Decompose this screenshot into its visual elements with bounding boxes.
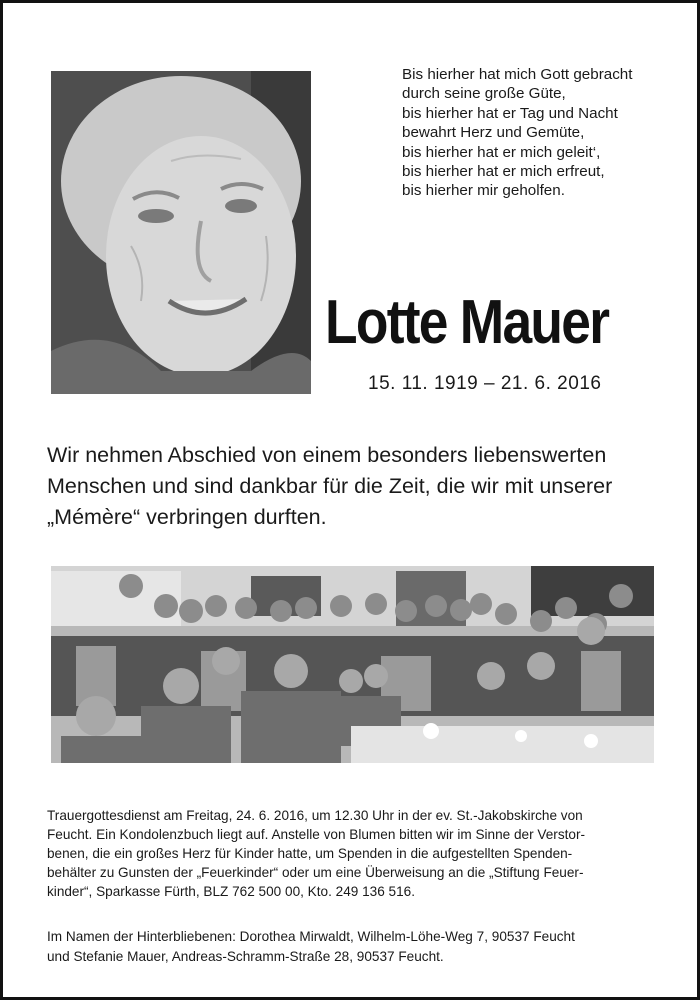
portrait-photo — [51, 71, 311, 394]
poem-line: bis hierher hat er mich geleit‘, — [402, 143, 601, 161]
signoff-line: und Stefanie Mauer, Andreas-Schramm-Straße 28, 90537 Feucht. — [47, 949, 444, 964]
farewell-line: „Mémère“ verbringen durften. — [47, 505, 327, 529]
farewell-line: Wir nehmen Abschied von einem besonders liebenswerten — [47, 443, 607, 467]
poem-line: bewahrt Herz und Gemüte, — [402, 124, 585, 142]
farewell-text — [47, 440, 667, 533]
poem-line: Bis hierher hat mich Gott gebracht — [402, 66, 633, 83]
signoff-line: Im Namen der Hinterbliebenen: Dorothea Mirwaldt, Wilhelm-Löhe-Weg 7, 90537 Feucht — [47, 929, 575, 944]
service-line: kinder“, Sparkasse Fürth, BLZ 762 500 00, Kto. 249 136 516. — [47, 884, 416, 899]
deceased-name: Lotte Mauer — [325, 288, 609, 357]
service-line: Feucht. Ein Kondolenzbuch liegt auf. Anstelle von Blumen bitten wir im Sinne der Verstor- — [47, 827, 586, 842]
poem — [402, 65, 672, 201]
poem-line: bis hierher mir geholfen. — [402, 182, 565, 200]
life-dates: 15. 11. 1919 – 21. 6. 2016 — [368, 373, 602, 394]
poem-line: durch seine große Güte, — [402, 85, 566, 103]
service-line: benen, die ein großes Herz für Kinder hatte, um Spenden in die aufgestellten Spenden- — [47, 846, 573, 861]
family-group-photo — [51, 566, 654, 763]
farewell-line: Menschen und sind dankbar für die Zeit, die wir mit unserer — [47, 474, 613, 498]
service-line: Trauergottesdienst am Freitag, 24. 6. 2016, um 12.30 Uhr in der ev. St.-Jakobskirche von — [47, 808, 583, 823]
poem-line: bis hierher hat er Tag und Nacht — [402, 104, 618, 122]
poem-line: bis hierher hat er mich erfreut, — [402, 163, 605, 181]
service-line: behälter zu Gunsten der „Feuerkinder“ oder um eine Überweisung an die „Stiftung Feuer- — [47, 865, 584, 880]
service-info — [47, 806, 659, 901]
bereaved-signoff — [47, 927, 659, 967]
